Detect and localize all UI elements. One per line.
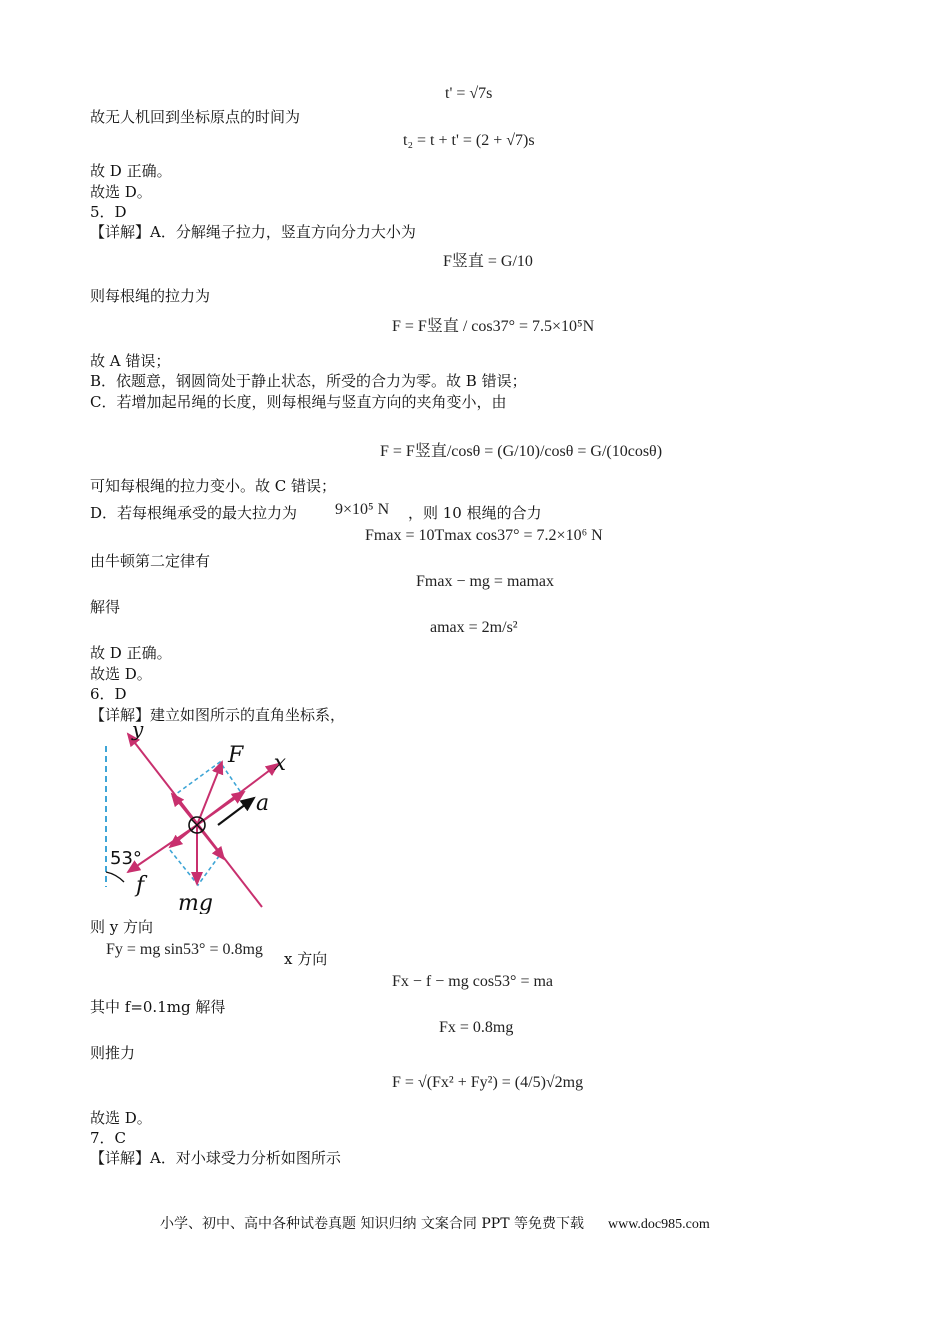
- text-line: 解得: [90, 598, 121, 616]
- equation: Fx = 0.8mg: [439, 1019, 514, 1036]
- text-line: 其中 f=0.1mg 解得: [90, 998, 226, 1016]
- equation: Fx − f − mg cos53° = ma: [392, 973, 554, 990]
- equation: t₂ = t + t' = (2 + √7)s: [403, 132, 535, 149]
- equation: Fy = mg sin53° = 0.8mg: [106, 941, 263, 958]
- text-line: 故选 D。: [90, 1109, 152, 1127]
- equation: F = F竖直 / cos37° = 7.5×10⁵N: [392, 318, 595, 335]
- footer-text: 小学、初中、高中各种试卷真题 知识归纳 文案合同 PPT 等免费下载: [160, 1216, 584, 1232]
- text-line: 故选 D。: [90, 665, 152, 683]
- equation: F竖直 = G/10: [443, 253, 533, 270]
- text-line: 故 A 错误；: [90, 352, 171, 370]
- label-y: y: [132, 722, 144, 741]
- angle-arc: [106, 872, 124, 882]
- footer-url[interactable]: www.doc985.com: [607, 1217, 710, 1232]
- acceleration-arrow: [218, 798, 254, 825]
- text-line: 可知每根绳的拉力变小。故 C 错误；: [90, 477, 337, 495]
- equation: t' = √7s: [445, 85, 493, 102]
- text-line: 【详解】A．分解绳子拉力，竖直方向分力大小为: [90, 223, 416, 241]
- page-footer: [160, 1214, 710, 1235]
- question-number: 5．D: [90, 203, 127, 221]
- equation: 9×10⁵ N: [335, 501, 390, 518]
- label-x: x: [273, 751, 286, 776]
- label-angle: 53°: [110, 848, 142, 869]
- text-line: 则推力: [90, 1044, 136, 1062]
- equation: F = √(Fx² + Fy²) = (4/5)√2mg: [392, 1074, 584, 1091]
- text-line: 故 D 正确。: [90, 162, 172, 180]
- text-line: 则每根绳的拉力为: [90, 287, 211, 305]
- force-diagram: [92, 722, 292, 914]
- question-number: 6．D: [90, 685, 127, 703]
- label-F: F: [228, 743, 244, 768]
- text-line: 故无人机回到坐标原点的时间为: [90, 108, 301, 126]
- text-line: B．依题意，钢圆筒处于静止状态，所受的合力为零。故 B 错误；: [90, 372, 527, 390]
- text-line: ，则 10 根绳的合力: [408, 504, 542, 522]
- equation: Fmax − mg = mamax: [416, 573, 555, 590]
- question-number: 7．C: [90, 1129, 127, 1147]
- force-mg-component: [197, 825, 224, 859]
- text-line: 故 D 正确。: [90, 644, 172, 662]
- label-f: f: [136, 873, 145, 898]
- equation: amax = 2m/s²: [430, 619, 518, 636]
- text-line: 则 y 方向: [90, 918, 154, 936]
- text-line: x 方向: [284, 950, 328, 968]
- text-line: 故选 D。: [90, 183, 152, 201]
- equation: F = F竖直/cosθ = (G/10)/cosθ = G/(10cosθ): [380, 443, 663, 460]
- text-line: 由牛顿第二定律有: [90, 552, 211, 570]
- text-line: C．若增加起吊绳的长度，则每根绳与竖直方向的夹角变小，由: [90, 393, 507, 411]
- label-mg: mg: [178, 891, 213, 914]
- label-a: a: [256, 791, 270, 816]
- text-line: 【详解】建立如图所示的直角坐标系，: [90, 706, 346, 724]
- text-line: D．若每根绳承受的最大拉力为: [90, 504, 298, 522]
- equation: Fmax = 10Tmax cos37° = 7.2×10⁶ N: [365, 527, 603, 544]
- text-line: 【详解】A．对小球受力分析如图所示: [90, 1149, 341, 1167]
